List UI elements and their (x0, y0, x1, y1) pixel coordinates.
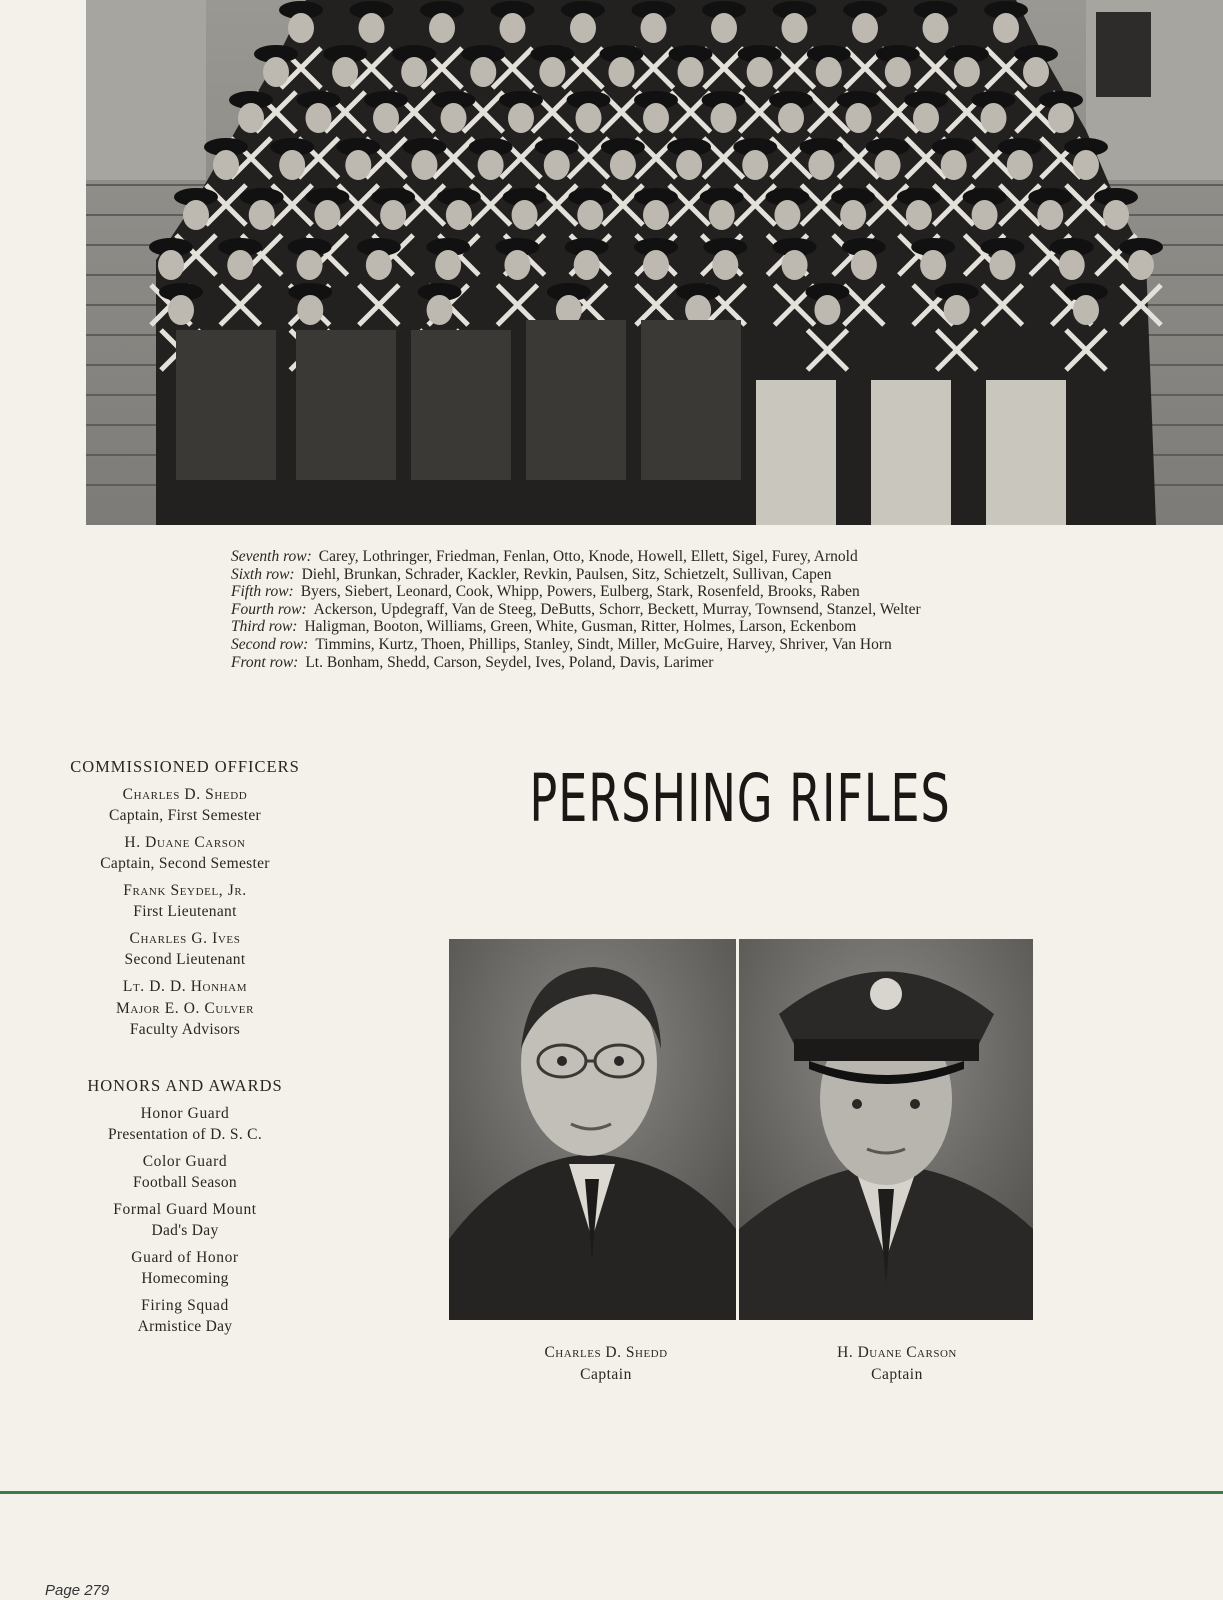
cadet-face (774, 200, 800, 230)
officer-entry (50, 880, 320, 922)
cadet-face (411, 150, 437, 180)
cadet-face (1037, 200, 1063, 230)
portrait-role: Captain (580, 1366, 632, 1383)
cadet-face (923, 13, 949, 43)
honor-entry (50, 1103, 320, 1145)
cadet-face (508, 103, 534, 133)
caption-row (231, 566, 1131, 584)
portrait-shedd (449, 939, 736, 1320)
caption-row-label: Fifth row: (231, 583, 294, 601)
officer-name: Frank Seydel, Jr. (123, 882, 247, 899)
cadet-face (610, 150, 636, 180)
cadet-face (345, 150, 371, 180)
cadet-face (576, 103, 602, 133)
portrait-caption-shedd (461, 1342, 751, 1386)
cadet-face (504, 250, 530, 280)
group-photo-caption (231, 548, 1131, 671)
cadet-face (608, 57, 634, 87)
cadet-face (380, 200, 406, 230)
officer-name: Charles D. Shedd (122, 786, 248, 803)
cadet-face (427, 295, 453, 325)
honor-occasion: Armistice Day (137, 1318, 233, 1335)
caption-row-names: Timmins, Kurtz, Thoen, Phillips, Stanley, Sindt, Miller, McGuire, Harvey, Shriver, Van Horn (315, 635, 892, 653)
cadet-face (989, 250, 1015, 280)
cadet-face (297, 250, 323, 280)
honor-entry (50, 1247, 320, 1289)
cadet-face (993, 13, 1019, 43)
section-heading: HONORS AND AWARDS (87, 1076, 283, 1095)
cadet-face (641, 13, 667, 43)
officer-role: Captain, Second Semester (100, 855, 270, 872)
cadet-face (944, 295, 970, 325)
caption-row-names: Carey, Lothringer, Friedman, Fenlan, Otto, Knode, Howell, Ellett, Sigel, Furey, Arnold (318, 548, 858, 565)
honor-name: Guard of Honor (131, 1249, 239, 1266)
cadet-face (183, 200, 209, 230)
cadet-face (712, 250, 738, 280)
page-number: Page 279 (45, 1582, 110, 1599)
honor-entry (50, 1151, 320, 1193)
cadet-face (297, 295, 323, 325)
cadet-face (742, 150, 768, 180)
officer-entry (50, 928, 320, 970)
cadet-face (643, 200, 669, 230)
cadet-face (711, 13, 737, 43)
caption-row (231, 654, 1131, 672)
cadet-face (1103, 200, 1129, 230)
caption-row (231, 618, 1131, 636)
officer-entry (50, 832, 320, 874)
caption-row-names: Diehl, Brunkan, Schrader, Kackler, Revkin, Paulsen, Sitz, Schietzelt, Sullivan, Capen (301, 565, 832, 583)
cadet-face (852, 13, 878, 43)
caption-row (231, 601, 1131, 619)
cadet-face (913, 103, 939, 133)
portrait-image (739, 939, 1033, 1320)
cadet-face (512, 200, 538, 230)
officer-role: First Lieutenant (133, 903, 237, 920)
cadet-face (954, 57, 980, 87)
cadet-face (816, 57, 842, 87)
cadet-face (747, 57, 773, 87)
cadet-face (213, 150, 239, 180)
caption-row-names: Ackerson, Updegraff, Van de Steeg, DeButts, Schorr, Beckett, Murray, Townsend, Stanzel, Welter (313, 600, 921, 618)
cadet-face (314, 200, 340, 230)
caption-row-label: Third row: (231, 618, 298, 636)
caption-row-names: Haligman, Booton, Williams, Green, White, Gusman, Ritter, Holmes, Larson, Eckenbom (304, 618, 857, 636)
cadet-face (782, 250, 808, 280)
honor-name: Firing Squad (141, 1297, 229, 1314)
cadet-face (885, 57, 911, 87)
cadet-face (1023, 57, 1049, 87)
caption-row-label: Second row: (231, 635, 309, 653)
cadet-face (678, 57, 704, 87)
cadet-face (263, 57, 289, 87)
caption-row (231, 548, 1131, 566)
cadet-face (840, 200, 866, 230)
cadet-face (711, 103, 737, 133)
cadet-face (1048, 103, 1074, 133)
cadet-face (544, 150, 570, 180)
portrait-carson (739, 939, 1033, 1320)
cadet-face (1073, 150, 1099, 180)
officer-role: Second Lieutenant (124, 951, 246, 968)
cadet-face (288, 13, 314, 43)
caption-row-names: Lt. Bonham, Shedd, Carson, Seydel, Ives, Poland, Davis, Larimer (305, 653, 714, 671)
honor-entry (50, 1199, 320, 1241)
cadet-face (920, 250, 946, 280)
cadet-face (366, 250, 392, 280)
cadet-face (846, 103, 872, 133)
officer-role: Captain, First Semester (109, 807, 261, 824)
cadet-face (227, 250, 253, 280)
page-title: PERSHING RIFLES (529, 760, 951, 837)
cadet-face (676, 150, 702, 180)
group-photograph (86, 0, 1223, 525)
honor-name: Honor Guard (140, 1105, 230, 1122)
cadet-face (1059, 250, 1085, 280)
caption-row-label: Fourth row: (231, 600, 307, 618)
caption-row (231, 636, 1131, 654)
portrait-name: H. Duane Carson (837, 1344, 957, 1361)
caption-row-label: Front row: (231, 653, 299, 671)
cadet-face (1073, 295, 1099, 325)
cadet-face (306, 103, 332, 133)
cadet-face (500, 13, 526, 43)
portrait-caption-carson (752, 1342, 1042, 1386)
commissioned-officers-section (50, 757, 320, 1046)
cadet-face (279, 150, 305, 180)
cadet-face (478, 150, 504, 180)
portrait-role: Captain (871, 1366, 923, 1383)
cadet-face (941, 150, 967, 180)
cadet-face (441, 103, 467, 133)
honor-name: Color Guard (142, 1153, 228, 1170)
cadet-face (906, 200, 932, 230)
officer-entry (50, 784, 320, 826)
portrait-name: Charles D. Shedd (544, 1344, 668, 1361)
officer-entry (50, 976, 320, 997)
honor-occasion: Homecoming (141, 1270, 229, 1287)
officer-name: H. Duane Carson (124, 834, 246, 851)
cadet-face (373, 103, 399, 133)
footer-rule (0, 1491, 1223, 1494)
honors-and-awards-section (50, 1076, 320, 1343)
officer-name: Lt. D. D. Honham (122, 978, 248, 995)
cadet-face (238, 103, 264, 133)
cadet-face (981, 103, 1007, 133)
officer-role: Faculty Advisors (129, 1021, 241, 1038)
cadet-face (539, 57, 565, 87)
cadet-face (401, 57, 427, 87)
cadet-face (158, 250, 184, 280)
cadet-face (1007, 150, 1033, 180)
honor-name: Formal Guard Mount (113, 1201, 257, 1218)
cadet-face (778, 103, 804, 133)
cadet-face (577, 200, 603, 230)
cadet-face (574, 250, 600, 280)
honor-occasion: Dad's Day (151, 1222, 219, 1239)
cadet-face (643, 250, 669, 280)
officer-name: Charles G. Ives (129, 930, 241, 947)
honor-entry (50, 1295, 320, 1337)
cadet-face (643, 103, 669, 133)
cadet-face (446, 200, 472, 230)
caption-row (231, 583, 1131, 601)
cadet-face (814, 295, 840, 325)
officer-entry (50, 998, 320, 1040)
officer-name: Major E. O. Culver (115, 1000, 255, 1017)
cadet-face (570, 13, 596, 43)
cadet-face (470, 57, 496, 87)
section-heading: COMMISSIONED OFFICERS (70, 757, 300, 776)
cadet-face (359, 13, 385, 43)
cadet-face (875, 150, 901, 180)
caption-row-label: Seventh row: (231, 548, 312, 565)
group-photo-image (86, 0, 1223, 525)
cadet-face (429, 13, 455, 43)
cadet-face (782, 13, 808, 43)
caption-row-label: Sixth row: (231, 565, 295, 583)
cadet-face (709, 200, 735, 230)
cadet-face (249, 200, 275, 230)
cadet-face (168, 295, 194, 325)
cadet-face (851, 250, 877, 280)
cadet-face (1128, 250, 1154, 280)
honor-occasion: Presentation of D. S. C. (107, 1126, 262, 1143)
cadet-face (972, 200, 998, 230)
cadet-face (808, 150, 834, 180)
cadet-face (435, 250, 461, 280)
portrait-image (449, 939, 736, 1320)
honor-occasion: Football Season (133, 1174, 237, 1191)
caption-row-names: Byers, Siebert, Leonard, Cook, Whipp, Powers, Eulberg, Stark, Rosenfeld, Brooks, Raben (300, 583, 860, 601)
cadet-face (332, 57, 358, 87)
